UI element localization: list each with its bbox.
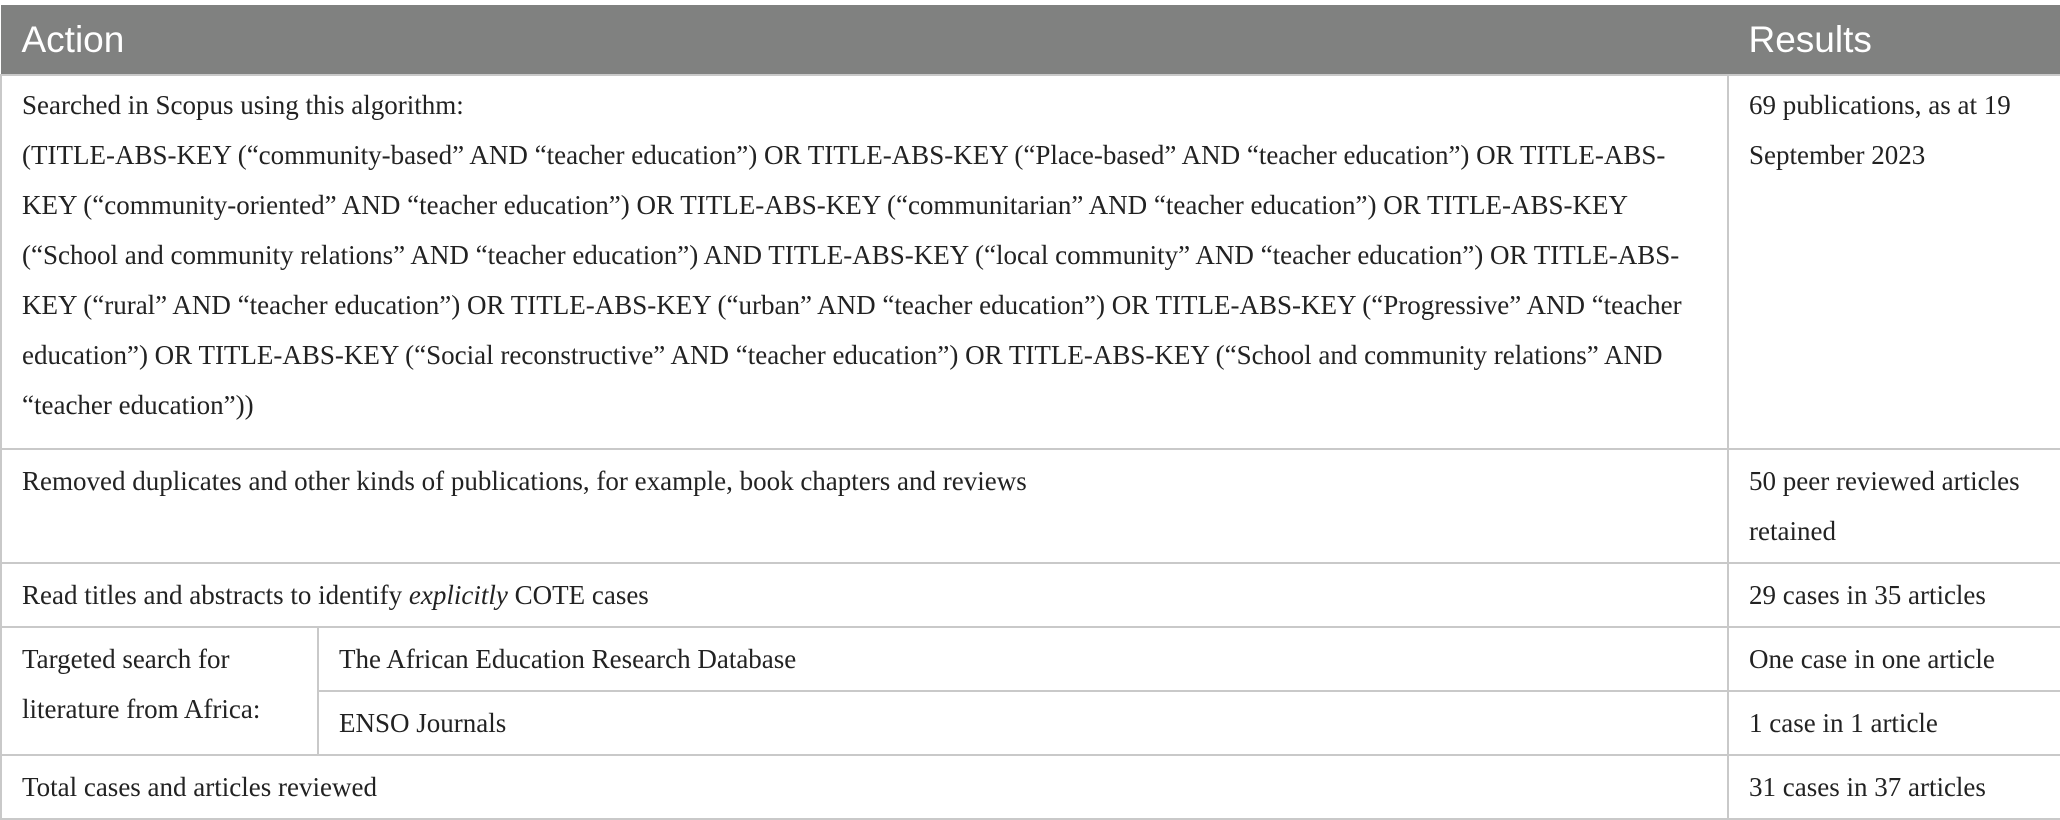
header-results: Results xyxy=(1728,6,2060,76)
search-result: 69 publications, as at 19 September 2023 xyxy=(1728,75,2060,449)
source-enso-result: 1 case in 1 article xyxy=(1728,691,2060,755)
source-aerd-result: One case in one article xyxy=(1728,627,2060,691)
header-action: Action xyxy=(1,6,1728,76)
dedupe-result: 50 peer reviewed articles retained xyxy=(1728,449,2060,563)
read-action-pre: Read titles and abstracts to identify xyxy=(22,580,409,610)
table-row xyxy=(1,627,2060,691)
source-enso: ENSO Journals xyxy=(318,691,1728,755)
targeted-label: Targeted search for literature from Africa: xyxy=(1,627,318,755)
source-aerd: The African Education Research Database xyxy=(318,627,1728,691)
table-row xyxy=(1,755,2060,819)
table-row xyxy=(1,449,2060,563)
table-row xyxy=(1,75,2060,449)
read-action-emphasis: explicitly xyxy=(408,580,508,610)
table-row xyxy=(1,563,2060,627)
search-intro: Searched in Scopus using this algorithm: xyxy=(22,90,464,120)
total-action: Total cases and articles reviewed xyxy=(1,755,1728,819)
review-process-table xyxy=(0,5,2060,820)
total-result: 31 cases in 37 articles xyxy=(1728,755,2060,819)
read-result: 29 cases in 35 articles xyxy=(1728,563,2060,627)
dedupe-action: Removed duplicates and other kinds of publications, for example, book chapters and reviews xyxy=(1,449,1728,563)
search-action-cell xyxy=(1,75,1728,449)
header-row xyxy=(1,6,2060,76)
read-action-post: COTE cases xyxy=(507,580,649,610)
search-algorithm: (TITLE-ABS-KEY (“community-based” AND “teacher education”) OR TITLE-ABS-KEY (“Place-based” AND “teacher education”) OR TITLE-ABS-KEY (“community-oriented” AND “teacher education”) OR TITLE-ABS-KEY (“communitarian” AND “teacher education”) OR TITLE-ABS-KEY (“School and community relations” AND “teacher education”) AND TITLE-ABS-KEY (“local community” AND “teacher education”) OR TITLE-ABS-KEY (“rural” AND “teacher education”) OR TITLE-ABS-KEY (“urban” AND “teacher education”) OR TITLE-ABS-KEY (“Progressive” AND “teacher education”) OR TITLE-ABS-KEY (“Social reconstructive” AND “teacher education”) OR TITLE-ABS-KEY (“School and community relations” AND “teacher education”)) xyxy=(22,140,1682,420)
read-action-cell xyxy=(1,563,1728,627)
